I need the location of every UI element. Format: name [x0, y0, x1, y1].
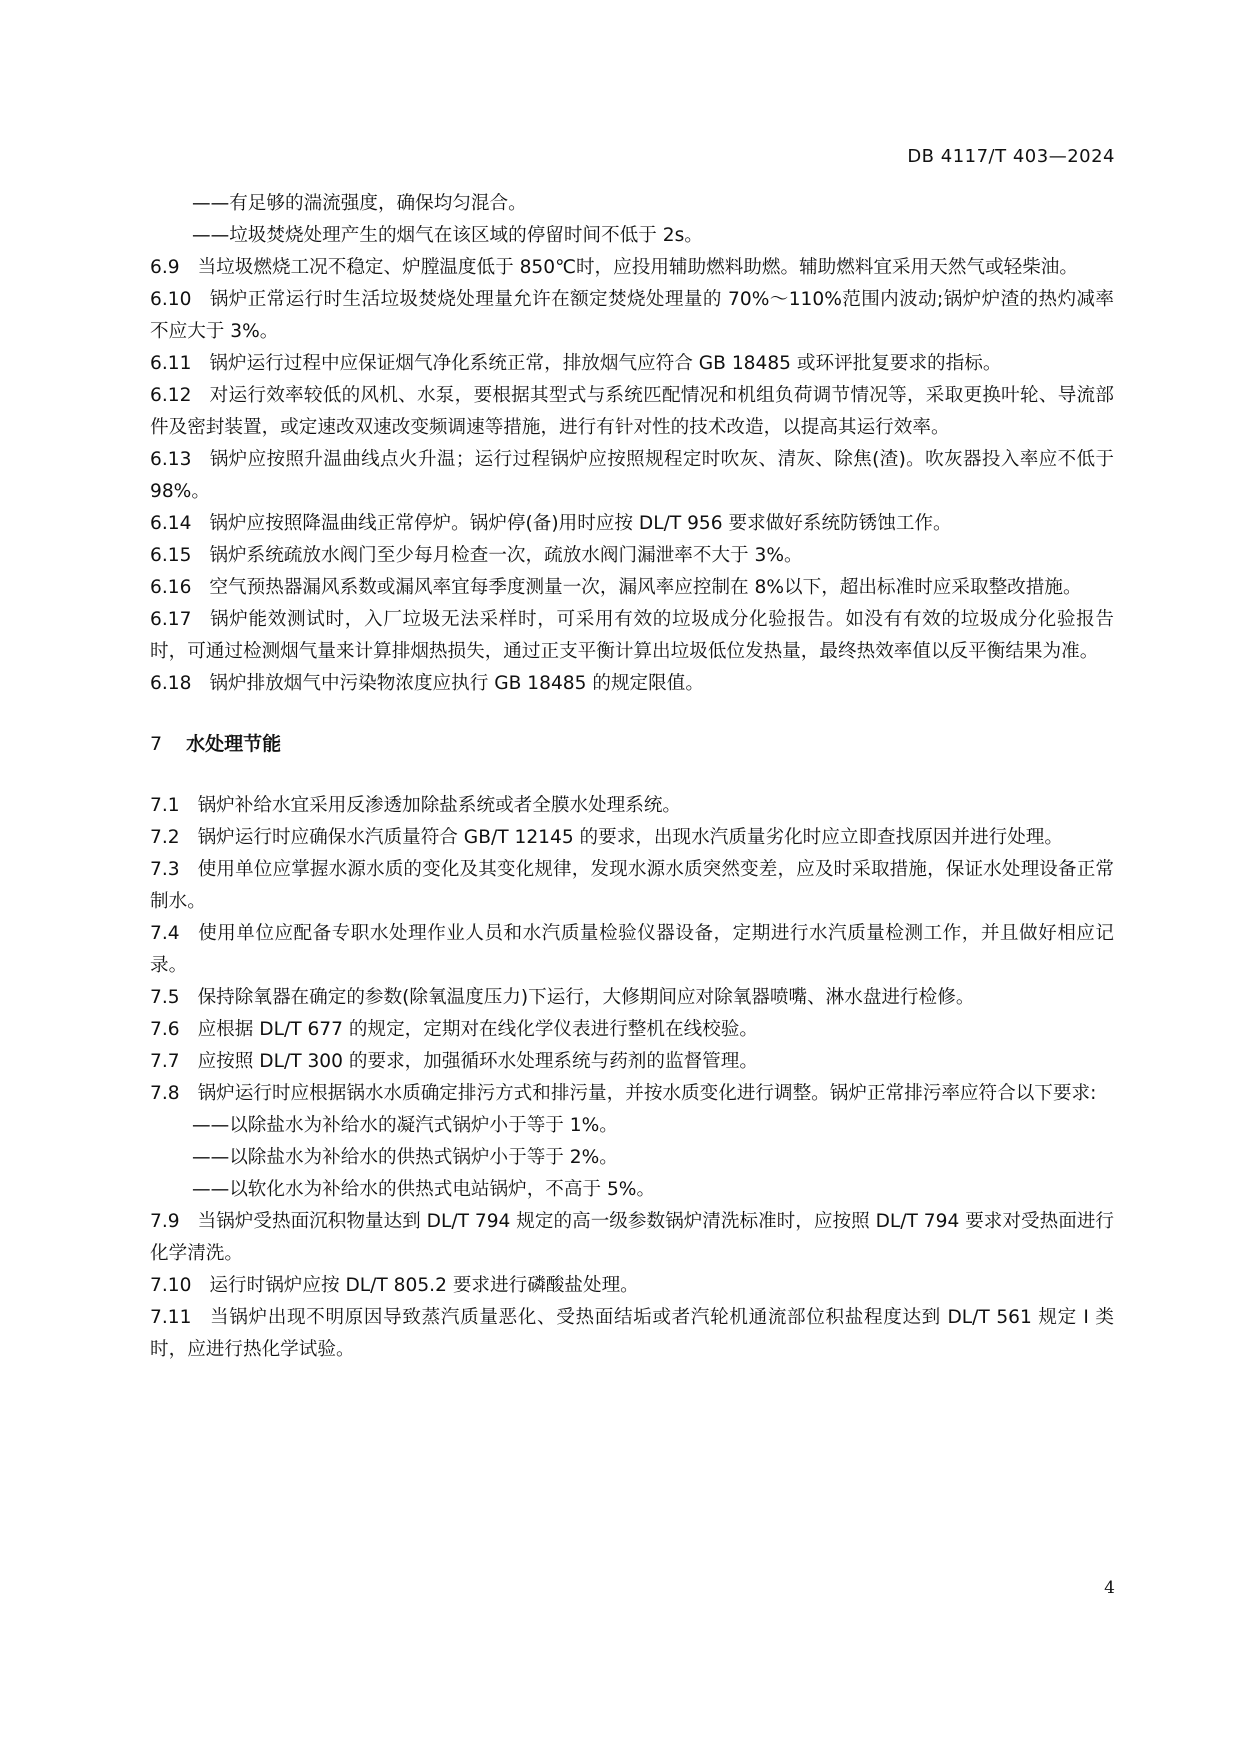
section-6-clauses: [150, 188, 1114, 700]
clause-text: 锅炉系统疏放水阀门至少每月检查一次，疏放水阀门漏泄率不大于 3%。: [209, 545, 803, 566]
clause: [150, 572, 1114, 604]
clause: [150, 982, 1114, 1014]
clause-text: 使用单位应配备专职水处理作业人员和水汽质量检验仪器设备，定期进行水汽质量检测工作，并且做好相应记录。: [150, 923, 1114, 976]
clause-text: 锅炉应按照升温曲线点火升温；运行过程锅炉应按照规程定时吹灰、清灰、除焦(渣)。吹灰器投入率应不低于 98%。: [150, 449, 1114, 502]
clause-number: 7.2: [150, 827, 180, 848]
clause-number: 7.6: [150, 1019, 180, 1040]
clause-text: 锅炉排放烟气中污染物浓度应执行 GB 18485 的规定限值。: [209, 673, 704, 694]
clause-text: 锅炉能效测试时，入厂垃圾无法采样时，可采用有效的垃圾成分化验报告。如没有有效的垃圾成分化验报告时，可通过检测烟气量来计算排烟热损失，通过正支平衡计算出垃圾低位发热量，最终热效率值以反平衡结果为准。: [150, 609, 1114, 662]
clause-text: 当垃圾燃烧工况不稳定、炉膛温度低于 850℃时，应投用辅助燃料助燃。辅助燃料宜采用天然气或轻柴油。: [197, 257, 1078, 278]
clause: [150, 1014, 1114, 1046]
clause-number: 6.13: [150, 449, 192, 470]
clause: [150, 444, 1114, 508]
clause-number: 7.4: [150, 923, 180, 944]
clause-text: 锅炉运行时应根据锅水水质确定排污方式和排污量，并按水质变化进行调整。锅炉正常排污率应符合以下要求:: [197, 1083, 1097, 1104]
clause: [150, 540, 1114, 572]
clause: [150, 380, 1114, 444]
clause: [150, 1078, 1114, 1110]
clause-number: 6.9: [150, 257, 180, 278]
clause: [150, 918, 1114, 982]
clause-text: 锅炉运行过程中应保证烟气净化系统正常，排放烟气应符合 GB 18485 或环评批复要求的指标。: [209, 353, 1002, 374]
clause: [150, 822, 1114, 854]
clause-text: 当锅炉出现不明原因导致蒸汽质量恶化、受热面结垢或者汽轮机通流部位积盐程度达到 DL/T 561 规定 I 类时，应进行热化学试验。: [150, 1307, 1114, 1360]
list-item: ——以除盐水为补给水的凝汽式锅炉小于等于 1%。: [192, 1115, 618, 1136]
clause-number: 6.12: [150, 385, 192, 406]
clause: [150, 508, 1114, 540]
clause: [150, 252, 1114, 284]
clause-number: 6.16: [150, 577, 192, 598]
clause-number: 6.15: [150, 545, 192, 566]
clause-number: 7.10: [150, 1275, 192, 1296]
list-item: ——有足够的湍流强度，确保均匀混合。: [192, 193, 527, 214]
page-number: 4: [1104, 1578, 1115, 1598]
section-7-clauses: [150, 790, 1114, 1366]
clause-number: 6.11: [150, 353, 192, 374]
clause-number: 7.3: [150, 859, 180, 880]
list-item: ——以除盐水为补给水的供热式锅炉小于等于 2%。: [192, 1147, 618, 1168]
document-code: DB 4117/T 403—2024: [907, 146, 1115, 167]
clause-text: 对运行效率较低的风机、水泵，要根据其型式与系统匹配情况和机组负荷调节情况等，采取更换叶轮、导流部件及密封装置，或定速改双速改变频调速等措施，进行有针对性的技术改造，以提高其运行效率。: [150, 385, 1114, 438]
clause-number: 7.8: [150, 1083, 180, 1104]
clause-text: 锅炉运行时应确保水汽质量符合 GB/T 12145 的要求，出现水汽质量劣化时应立即查找原因并进行处理。: [197, 827, 1063, 848]
clause-number: 7.7: [150, 1051, 180, 1072]
clause-number: 6.10: [150, 289, 192, 310]
document-body: [150, 188, 1114, 1366]
clause-number: 6.17: [150, 609, 192, 630]
clause-number: 6.14: [150, 513, 192, 534]
clause-text: 锅炉正常运行时生活垃圾焚烧处理量允许在额定焚烧处理量的 70%～110%范围内波动;锅炉炉渣的热灼减率不应大于 3%。: [150, 289, 1114, 342]
clause-text: 应按照 DL/T 300 的要求，加强循环水处理系统与药剂的监督管理。: [197, 1051, 758, 1072]
clause-text: 锅炉补给水宜采用反渗透加除盐系统或者全膜水处理系统。: [197, 795, 682, 816]
clause-number: 7.9: [150, 1211, 180, 1232]
clause-text: 锅炉应按照降温曲线正常停炉。锅炉停(备)用时应按 DL/T 956 要求做好系统防锈蚀工作。: [209, 513, 952, 534]
clause: [150, 348, 1114, 380]
section-number: 7: [150, 733, 163, 755]
clause-text: 使用单位应掌握水源水质的变化及其变化规律，发现水源水质突然变差，应及时采取措施，保证水处理设备正常制水。: [150, 859, 1114, 912]
clause-text: 应根据 DL/T 677 的规定，定期对在线化学仪表进行整机在线校验。: [197, 1019, 758, 1040]
clause: [150, 854, 1114, 918]
clause-number: 7.1: [150, 795, 180, 816]
clause-number: 7.11: [150, 1307, 192, 1328]
clause-text: 当锅炉受热面沉积物量达到 DL/T 794 规定的高一级参数锅炉清洗标准时，应按照 DL/T 794 要求对受热面进行化学清洗。: [150, 1211, 1114, 1264]
section-heading: [150, 728, 1114, 760]
clause-number: 6.18: [150, 673, 192, 694]
clause-text: 保持除氧器在确定的参数(除氧温度压力)下运行，大修期间应对除氧器喷嘴、淋水盘进行检修。: [197, 987, 975, 1008]
clause-number: 7.5: [150, 987, 180, 1008]
clause: [150, 1302, 1114, 1366]
list-item: ——垃圾焚烧处理产生的烟气在该区域的停留时间不低于 2s。: [192, 225, 703, 246]
clause: [150, 668, 1114, 700]
clause: [150, 604, 1114, 668]
clause-text: 运行时锅炉应按 DL/T 805.2 要求进行磷酸盐处理。: [209, 1275, 639, 1296]
section-title: 水处理节能: [186, 733, 282, 755]
clause: [150, 1270, 1114, 1302]
clause: [150, 1206, 1114, 1270]
clause: [150, 284, 1114, 348]
clause-text: 空气预热器漏风系数或漏风率宜每季度测量一次，漏风率应控制在 8%以下，超出标准时应采取整改措施。: [209, 577, 1082, 598]
clause: [150, 790, 1114, 822]
list-item: ——以软化水为补给水的供热式电站锅炉，不高于 5%。: [192, 1179, 656, 1200]
clause: [150, 1046, 1114, 1078]
